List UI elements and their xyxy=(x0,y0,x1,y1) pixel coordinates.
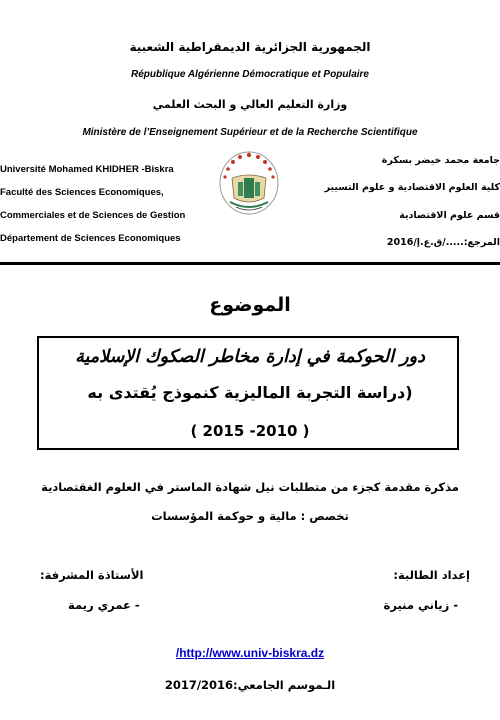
prepared-by-label: إعداد الطالبة: xyxy=(393,568,470,582)
reference-ar: المرجع:...../ق.ع.إ/2016 xyxy=(386,237,500,248)
title-line-2: (دراسة التجربة الماليزية كنموذج يُقتدى به xyxy=(87,383,413,402)
specialization: تخصص : مالية و حوكمة المؤسسات xyxy=(151,509,349,523)
header-divider xyxy=(0,262,500,265)
subject-label: الموضوع xyxy=(209,294,291,316)
faculty-fr-2: Commerciales et de Sciences de Gestion xyxy=(0,210,186,221)
republic-fr: République Algérienne Démocratique et Populaire xyxy=(130,69,369,80)
university-fr: Université Mohamed KHIDHER -Biskra xyxy=(0,164,174,175)
title-line-1: دور الحوكمة في إدارة مخاطر الصكوك الإسلامية xyxy=(75,347,425,367)
university-website-link[interactable]: /http://www.univ-biskra.dz xyxy=(175,646,325,660)
ministry-ar: وزارة التعليم العالي و البحث العلمي xyxy=(152,98,348,111)
student-name: - زياني منيرة xyxy=(383,598,458,612)
ministry-fr: Ministère de l’Enseignement Supérieur et de la Recherche Scientifique xyxy=(82,127,418,138)
republic-ar: الجمهورية الجزائرية الديمقراطية الشعبية xyxy=(129,40,371,54)
supervisor-name: - عمري ريمة xyxy=(68,598,140,612)
faculty-fr: Faculté des Sciences Economiques, xyxy=(0,187,164,198)
faculty-ar: كلية العلوم الاقتصادية و علوم التسيير xyxy=(324,182,500,193)
supervisor-label: الأستاذة المشرفة: xyxy=(40,568,144,582)
academic-year: الـموسم الجامعي:2017/2016 xyxy=(164,678,336,692)
thesis-description: مذكرة مقدمة كجزء من متطلبات نيل شهادة الماستر في العلوم الغقتصادية xyxy=(41,480,459,494)
department-fr: Département de Sciences Economiques xyxy=(0,233,181,244)
university-logo xyxy=(218,150,280,216)
department-ar: قسم علوم الاقتصادية xyxy=(399,210,500,221)
university-ar: جامعة محمد خيضر بسكرة xyxy=(381,155,500,166)
title-years: ( 2015 -2010 ) xyxy=(190,422,310,440)
